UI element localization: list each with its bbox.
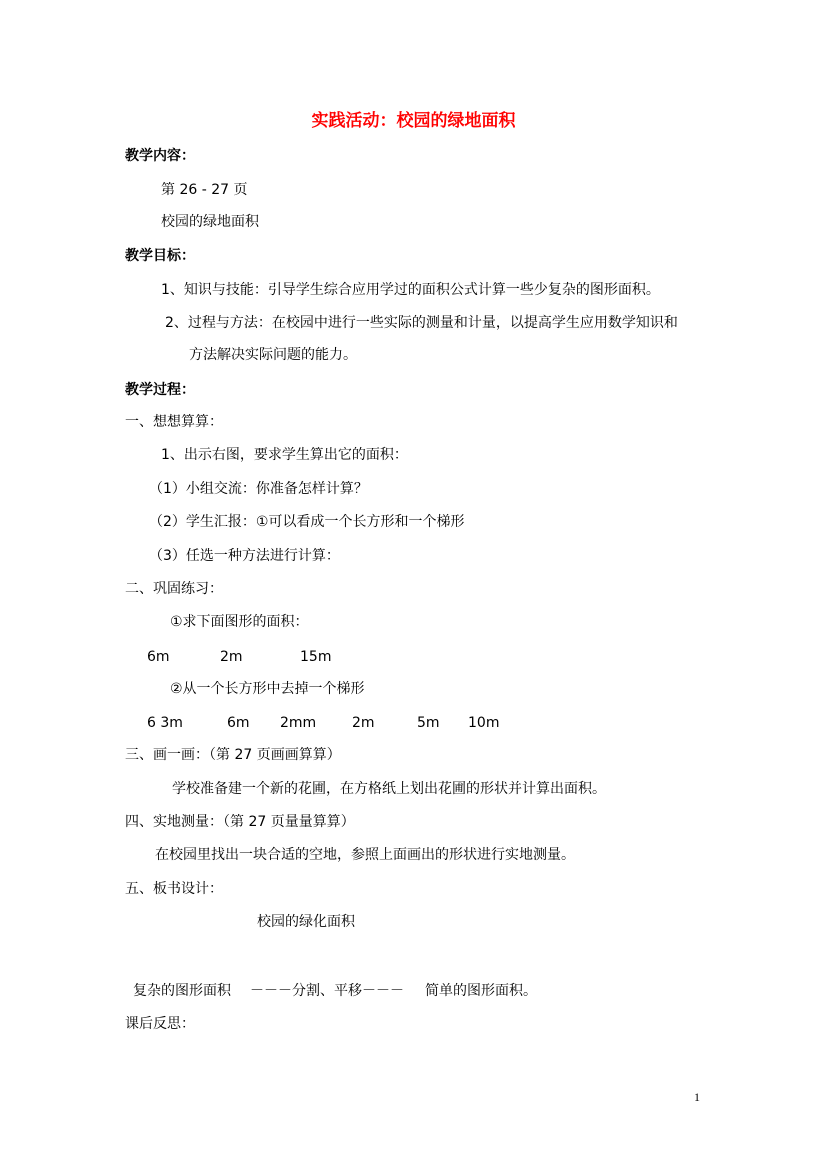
task-2-label: 2m — [352, 715, 375, 731]
goal-item-1: 1、知识与技能：引导学生综合应用学过的面积公式计算一些少复杂的图形面积。 — [161, 282, 660, 298]
section-5-heading: 五、板书设计： — [125, 881, 223, 897]
task-2-label: 2mm — [280, 715, 317, 731]
task-2-label: 6 3m — [147, 715, 183, 731]
content-pages: 第 26 - 27 页 — [161, 182, 248, 198]
task-1-label: 2m — [220, 649, 243, 665]
section-1-sub-2: （2）学生汇报：①可以看成一个长方形和一个梯形 — [149, 514, 465, 530]
task-2-label: 6m — [227, 715, 250, 731]
goal-item-2: 2、过程与方法：在校园中进行一些实际的测量和计量，以提高学生应用数学知识和 — [165, 315, 678, 331]
section-4-heading: 四、实地测量：（第 27 页量量算算） — [125, 814, 355, 830]
reflection-heading: 课后反思： — [125, 1016, 195, 1032]
goal-item-2-continued: 方法解决实际问题的能力。 — [189, 347, 357, 363]
board-left-text: 复杂的图形面积 — [133, 983, 231, 999]
board-right-text: 简单的图形面积。 — [425, 983, 537, 999]
board-title: 校园的绿化面积 — [257, 914, 355, 930]
section-4-text: 在校园里找出一块合适的空地，参照上面画出的形状进行实地测量。 — [155, 847, 575, 863]
content-heading: 教学内容： — [125, 148, 195, 164]
task-1-label: 6m — [147, 649, 170, 665]
process-heading: 教学过程： — [125, 382, 195, 398]
section-1-heading: 一、想想算算： — [125, 414, 223, 430]
section-3-text: 学校准备建一个新的花圃，在方格纸上划出花圃的形状并计算出面积。 — [172, 781, 606, 797]
board-middle-text: －－－分割、平移－－－ — [250, 983, 404, 999]
task-1-label: 15m — [300, 649, 332, 665]
section-1-sub-1: （1）小组交流：你准备怎样计算？ — [149, 481, 368, 497]
section-3-heading: 三、画一画：（第 27 页画画算算） — [125, 747, 341, 763]
section-1-item: 1、出示右图，要求学生算出它的面积： — [161, 447, 408, 463]
section-2-task-1: ①求下面图形的面积： — [170, 614, 309, 630]
goals-heading: 教学目标： — [125, 248, 195, 264]
section-2-task-2: ②从一个长方形中去掉一个梯形 — [170, 681, 365, 697]
section-1-sub-3: （3）任选一种方法进行计算： — [149, 548, 340, 564]
section-2-heading: 二、巩固练习： — [125, 581, 223, 597]
task-2-label: 10m — [468, 715, 500, 731]
content-topic: 校园的绿地面积 — [161, 214, 259, 230]
page-number: 1 — [694, 1090, 700, 1104]
page-title: 实践活动：校园的绿地面积 — [311, 111, 516, 131]
task-2-label: 5m — [417, 715, 440, 731]
